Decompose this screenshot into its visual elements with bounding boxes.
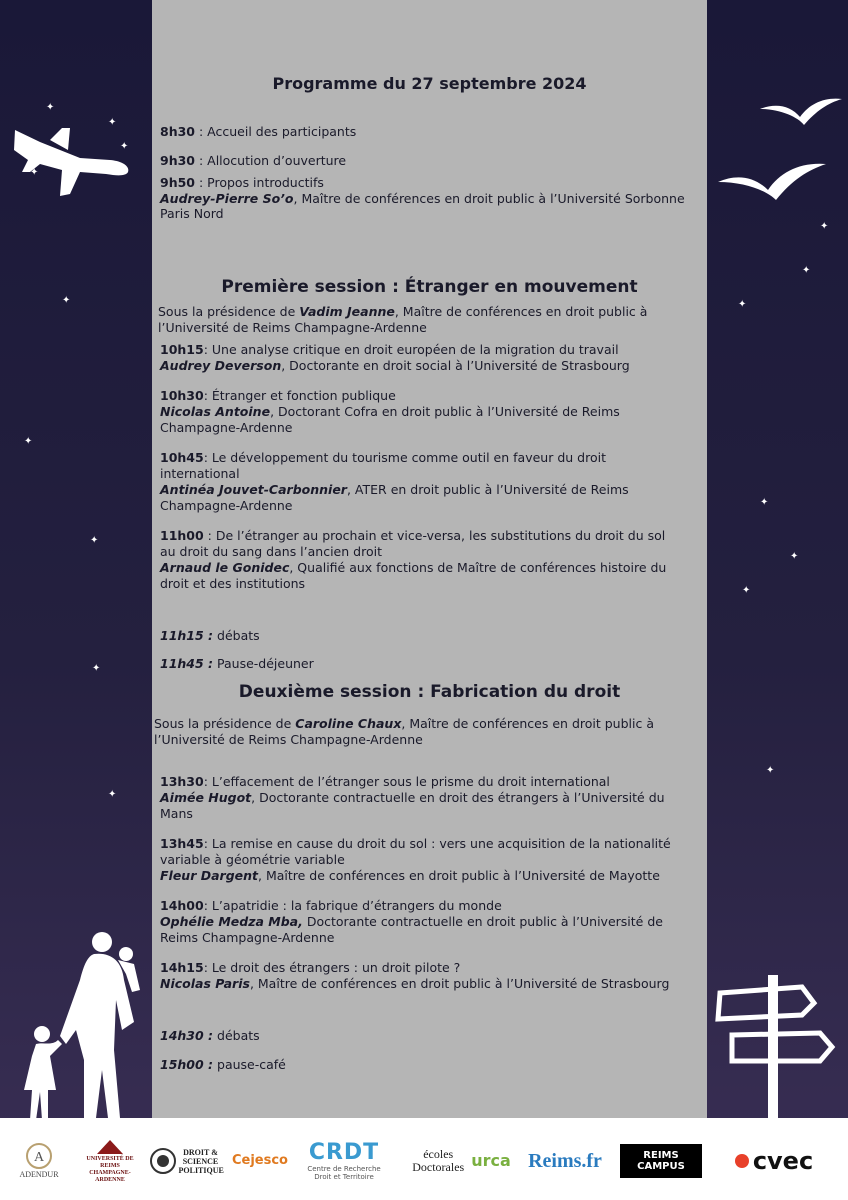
programme-title: Programme du 27 septembre 2024 [272, 74, 587, 93]
logo-ecoles-doctorales: écoles Doctorales urca [412, 1147, 511, 1174]
logo-droit-science-politique: DROIT & SCIENCE POLITIQUE [148, 1136, 224, 1186]
talk-speaker: Arnaud le Gonidec, Qualifié aux fonctions de Maître de conférences histoire du [160, 560, 667, 575]
session-2-title: Deuxième session : Fabrication du droit [238, 682, 621, 702]
svg-text:A: A [33, 1150, 45, 1165]
star-icon: ✦ [62, 295, 71, 306]
bird-icon [760, 95, 842, 130]
talk-speaker: Antinéa Jouvet-Carbonnier, ATER en droit public à l’Université de Reims [160, 482, 629, 497]
agenda-item: 9h30 : Allocution d’ouverture [160, 153, 347, 168]
talk-speaker: Mans [160, 806, 193, 821]
talk-title: au droit du sang dans l’ancien droit [160, 544, 382, 559]
star-icon: ✦ [30, 167, 39, 178]
star-icon: ✦ [24, 436, 33, 447]
logo-cejesco: Cejesco [231, 1153, 288, 1168]
cvec-dot-icon [735, 1154, 749, 1168]
session-chair: l’Université de Reims Champagne-Ardenne [154, 732, 423, 747]
talk-title: 14h00: L’apatridie : la fabrique d’étrangers du monde [160, 898, 502, 913]
speaker-line: Audrey-Pierre So’o, Maître de conférences en droit public à l’Université Sorbonne [160, 191, 685, 206]
logo-crdt: CRDT Centre de Recherche Droit et Territoire [307, 1140, 381, 1181]
star-icon: ✦ [790, 551, 799, 562]
agenda-item: 11h45 : Pause-déjeuner [160, 656, 314, 671]
talk-speaker: droit et des institutions [160, 576, 306, 591]
session-chair: Sous la présidence de Caroline Chaux, Maître de conférences en droit public à [154, 716, 654, 731]
logo-adendur: A ADENDUR [8, 1136, 70, 1186]
talk-title: 10h30: Étranger et fonction publique [160, 388, 396, 403]
signpost-icon [710, 975, 840, 1120]
talk-title: 13h30: L’effacement de l’étranger sous le prisme du droit international [160, 774, 610, 789]
star-icon: ✦ [108, 789, 117, 800]
logo-reims-campus: REIMS CAMPUS [618, 1136, 704, 1186]
star-icon: ✦ [820, 221, 829, 232]
mother-child-silhouette-icon [10, 930, 150, 1120]
talk-speaker: Fleur Dargent, Maître de conférences en droit public à l’Université de Mayotte [160, 868, 660, 883]
talk-title: 10h15: Une analyse critique en droit européen de la migration du travail [160, 342, 619, 357]
star-icon: ✦ [120, 141, 129, 152]
talk-speaker: Audrey Deverson, Doctorante en droit social à l’Université de Strasbourg [160, 358, 630, 373]
star-icon: ✦ [766, 765, 775, 776]
laurel-icon [19, 1142, 59, 1170]
talk-title: 11h00 : De l’étranger au prochain et vice-versa, les substitutions du droit du sol [160, 528, 666, 543]
star-icon: ✦ [90, 535, 99, 546]
talk-speaker: Nicolas Paris, Maître de conférences en droit public à l’Université de Strasbourg [160, 976, 670, 991]
talk-title: 13h45: La remise en cause du droit du sol : vers une acquisition de la nationalité [160, 836, 671, 851]
star-icon: ✦ [738, 299, 747, 310]
star-icon: ✦ [742, 585, 751, 596]
agenda-item: 8h30 : Accueil des participants [160, 124, 357, 139]
university-crest-icon [95, 1138, 125, 1156]
talk-speaker: Champagne-Ardenne [160, 498, 293, 513]
star-icon: ✦ [46, 102, 55, 113]
agenda-item: 9h50 : Propos introductifs [160, 175, 324, 190]
talk-speaker: Champagne-Ardenne [160, 420, 293, 435]
talk-speaker: Aimée Hugot, Doctorante contractuelle en droit des étrangers à l’Université du [160, 790, 665, 805]
speaker-line: Paris Nord [160, 206, 224, 221]
talk-title: international [160, 466, 240, 481]
star-icon: ✦ [92, 663, 101, 674]
bird-icon [718, 160, 826, 205]
logo-urca: UNIVERSITÉ DE REIMS CHAMPAGNE-ARDENNE [80, 1136, 140, 1186]
logo-cvec: cvec [722, 1136, 826, 1186]
seal-icon [150, 1148, 176, 1174]
session-chair: l’Université de Reims Champagne-Ardenne [158, 320, 427, 335]
talk-title: variable à géométrie variable [160, 852, 345, 867]
star-icon: ✦ [802, 265, 811, 276]
talk-speaker: Nicolas Antoine, Doctorant Cofra en droit public à l’Université de Reims [160, 404, 620, 419]
session-1-title: Première session : Étranger en mouvement [221, 277, 638, 297]
session-chair: Sous la présidence de Vadim Jeanne, Maître de conférences en droit public à [158, 304, 648, 319]
talk-title: 10h45: Le développement du tourisme comme outil en faveur du droit [160, 450, 606, 465]
airplane-icon [10, 117, 135, 200]
agenda-item: 11h15 : débats [160, 628, 260, 643]
talk-speaker: Reims Champagne-Ardenne [160, 930, 335, 945]
programme-panel [152, 0, 707, 1118]
talk-title: 14h15: Le droit des étrangers : un droit pilote ? [160, 960, 461, 975]
star-icon: ✦ [760, 497, 769, 508]
star-icon: ✦ [108, 117, 117, 128]
logo-reims-fr: Reims.fr [528, 1150, 602, 1172]
agenda-item: 15h00 : pause-café [160, 1057, 286, 1072]
talk-speaker: Ophélie Medza Mba, Doctorante contractuelle en droit public à l’Université de [160, 914, 663, 929]
agenda-item: 14h30 : débats [160, 1028, 260, 1043]
